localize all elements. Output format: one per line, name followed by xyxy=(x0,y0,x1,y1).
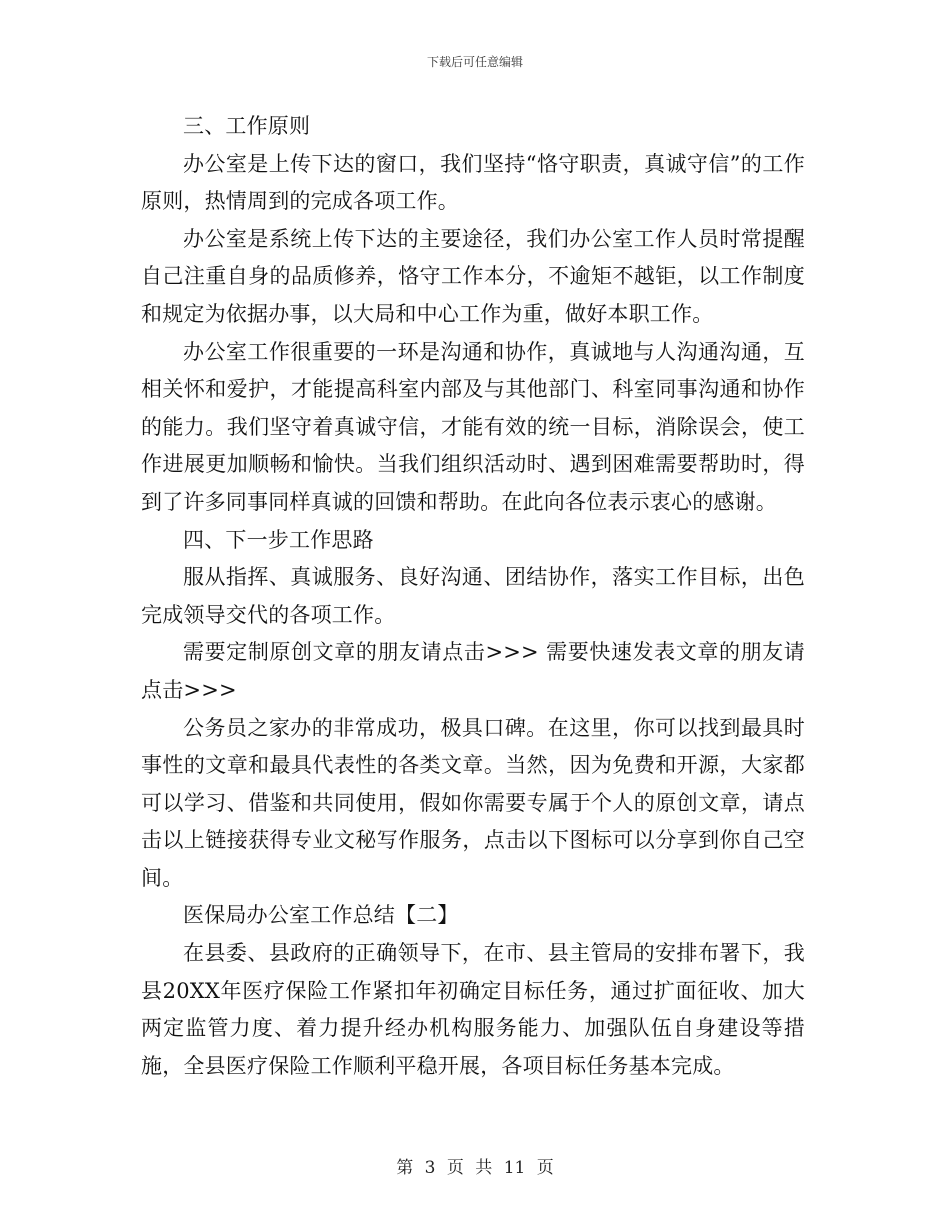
article-title-part-two: 医保局办公室工作总结【二】 xyxy=(183,903,459,928)
section-heading-next-steps: 四、下一步工作思路 xyxy=(183,527,374,552)
paragraph: 办公室是系统上传下达的主要途径，我们办公室工作人员时常提醒自己注重自身的品质修养，恪守工作本分，不逾矩不越钜，以工作制度和规定为依据办事，以大局和中心工作为重，做好本职工作。 xyxy=(141,226,805,326)
section-heading-work-principles: 三、工作原则 xyxy=(183,114,311,138)
paragraph: 办公室是上传下达的窗口，我们坚持“恪守职责，真诚守信”的工作原则，热情周到的完成各项工作。 xyxy=(141,151,805,214)
page-number-footer: 第 3 页 共 11 页 xyxy=(396,1158,554,1178)
paragraph: 服从指挥、真诚服务、良好沟通、团结协作，落实工作目标，出色完成领导交代的各项工作。 xyxy=(141,565,805,627)
paragraph: 公务员之家办的非常成功，极具口碑。在这里，你可以找到最具时事性的文章和最具代表性的各类文章。当然，因为免费和开源，大家都可以学习、借鉴和共同使用，假如你需要专属于个人的原创文章，请点击以上链接获得专业文秘写作服务，点击以下图标可以分享到你自己空间。 xyxy=(141,715,805,890)
paragraph: 在县委、县政府的正确领导下，在市、县主管局的安排布署下，我县20XX年医疗保险工作紧扣年初确定目标任务，通过扩面征收、加大两定监管力度、着力提升经办机构服务能力、加强队伍自身建设等措施，全县医疗保险工作顺利平稳开展，各项目标任务基本完成。 xyxy=(141,941,805,1078)
promo-links-paragraph: 需要定制原创文章的朋友请点击>>> 需要快速发表文章的朋友请点击>>> xyxy=(141,640,805,702)
header-note: 下载后可任意编辑 xyxy=(426,55,523,69)
paragraph: 办公室工作很重要的一环是沟通和协作，真诚地与人沟通沟通，互相关怀和爱护，才能提高科室内部及与其他部门、科室同事沟通和协作的能力。我们坚守着真诚守信，才能有效的统一目标，消除误会，使工作进展更加顺畅和愉快。当我们组织活动时、遇到困难需要帮助时，得到了许多同事同样真诚的回馈和帮助。在此向各位表示衷心的感谢。 xyxy=(141,339,805,514)
document-body xyxy=(141,108,805,1085)
